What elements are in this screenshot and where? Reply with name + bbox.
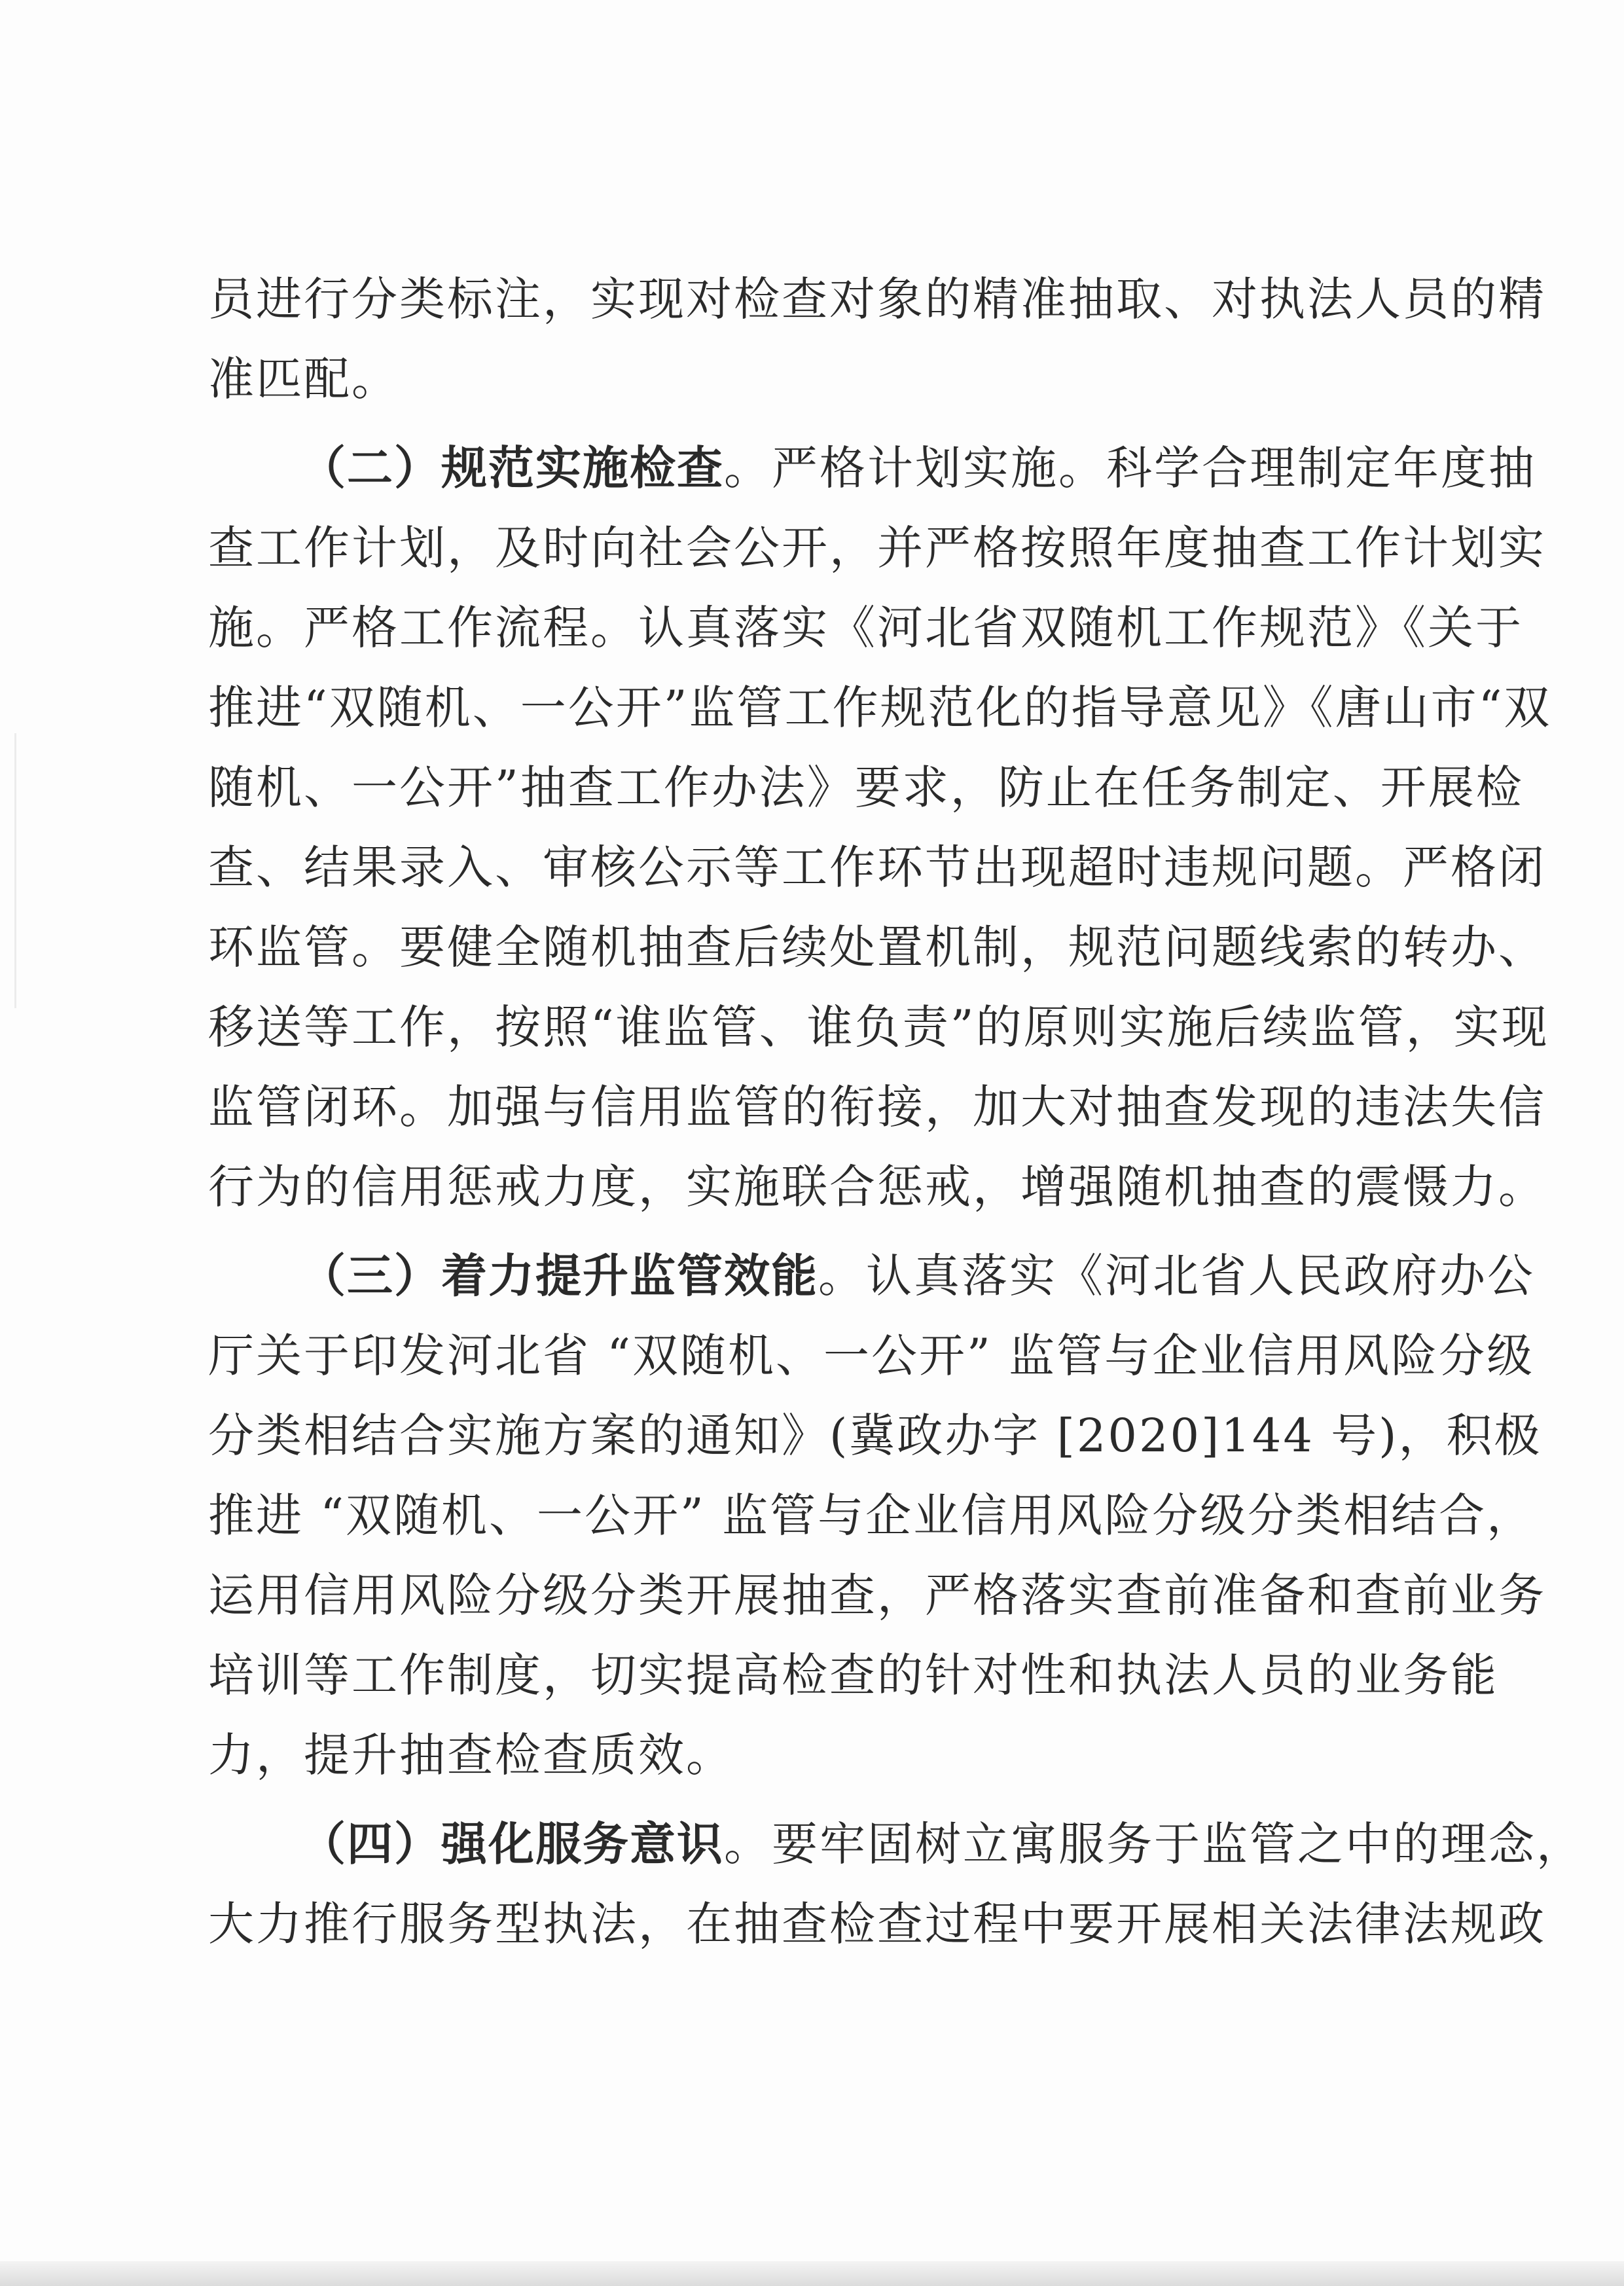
p2-line-3: 施。严格工作流程。认真落实《河北省双随机工作规范》《关于 xyxy=(208,601,1523,655)
p3-line-1 xyxy=(208,1236,1535,1316)
p3-line-6: 培训等工作制度，切实提高检查的针对性和执法人员的业务能 xyxy=(208,1648,1498,1702)
p3-line-7: 力，提升抽查检查质效。 xyxy=(208,1728,734,1782)
p4-line-1-rest: 。要牢固树立寓服务于监管之中的理念， xyxy=(724,1817,1584,1871)
paragraph-gap xyxy=(208,1227,1409,1236)
p2-line-2: 查工作计划，及时向社会公开，并严格按照年度抽查工作计划实 xyxy=(208,521,1546,575)
p2-line-8: 移送等工作，按照“谁监管、谁负责”的原则实施后续监管，实现 xyxy=(208,1000,1549,1054)
p3-line-4: 推进 “双随机、一公开” 监管与企业信用风险分级分类相结合， xyxy=(208,1489,1535,1542)
p4-line-1 xyxy=(208,1804,1584,1884)
p2-line-6: 查、结果录入、审核公示等工作环节出现超时违规问题。严格闭 xyxy=(208,841,1546,894)
body-text xyxy=(208,259,1584,1964)
p3-line-5: 运用信用风险分级分类开展抽查，严格落实查前准备和查前业务 xyxy=(208,1569,1546,1622)
p2-line-10: 行为的信用惩戒力度，实施联合惩戒，增强随机抽查的震慑力。 xyxy=(208,1160,1546,1214)
paragraph-gap xyxy=(208,1795,1409,1804)
section-heading-3: （三）着力提升监管效能 xyxy=(300,1249,818,1303)
p1-line-1: 员进行分类标注，实现对检查对象的精准抽取、对执法人员的精 xyxy=(208,272,1546,326)
p2-line-1-rest: 。严格计划实施。科学合理制定年度抽 xyxy=(724,441,1536,495)
p3-line-1-rest: 。认真落实《河北省人民政府办公 xyxy=(818,1249,1535,1303)
scan-shadow-left xyxy=(14,733,16,1008)
p2-line-1 xyxy=(208,428,1536,508)
p2-line-9: 监管闭环。加强与信用监管的衔接，加大对抽查发现的违法失信 xyxy=(208,1080,1546,1134)
p2-line-7: 环监管。要健全随机抽查后续处置机制，规范问题线索的转办、 xyxy=(208,920,1546,974)
scan-edge-bottom xyxy=(0,2261,1624,2286)
p3-line-2: 厅关于印发河北省 “双随机、一公开” 监管与企业信用风险分级 xyxy=(208,1329,1535,1383)
section-heading-2: （二）规范实施检查 xyxy=(300,441,724,495)
p4-line-2: 大力推行服务型执法，在抽查检查过程中要开展相关法律法规政 xyxy=(208,1897,1546,1951)
p2-line-4: 推进“双随机、一公开”监管工作规范化的指导意见》《唐山市“双 xyxy=(208,681,1552,735)
paragraph-gap xyxy=(208,419,1409,428)
p3-line-3: 分类相结合实施方案的通知》(冀政办字 [2020]144 号)，积极 xyxy=(208,1409,1542,1462)
p2-line-5: 随机、一公开”抽查工作办法》要求，防止在任务制定、开展检 xyxy=(208,761,1524,814)
section-heading-4: （四）强化服务意识 xyxy=(300,1817,724,1871)
p1-line-2: 准匹配。 xyxy=(208,352,399,406)
